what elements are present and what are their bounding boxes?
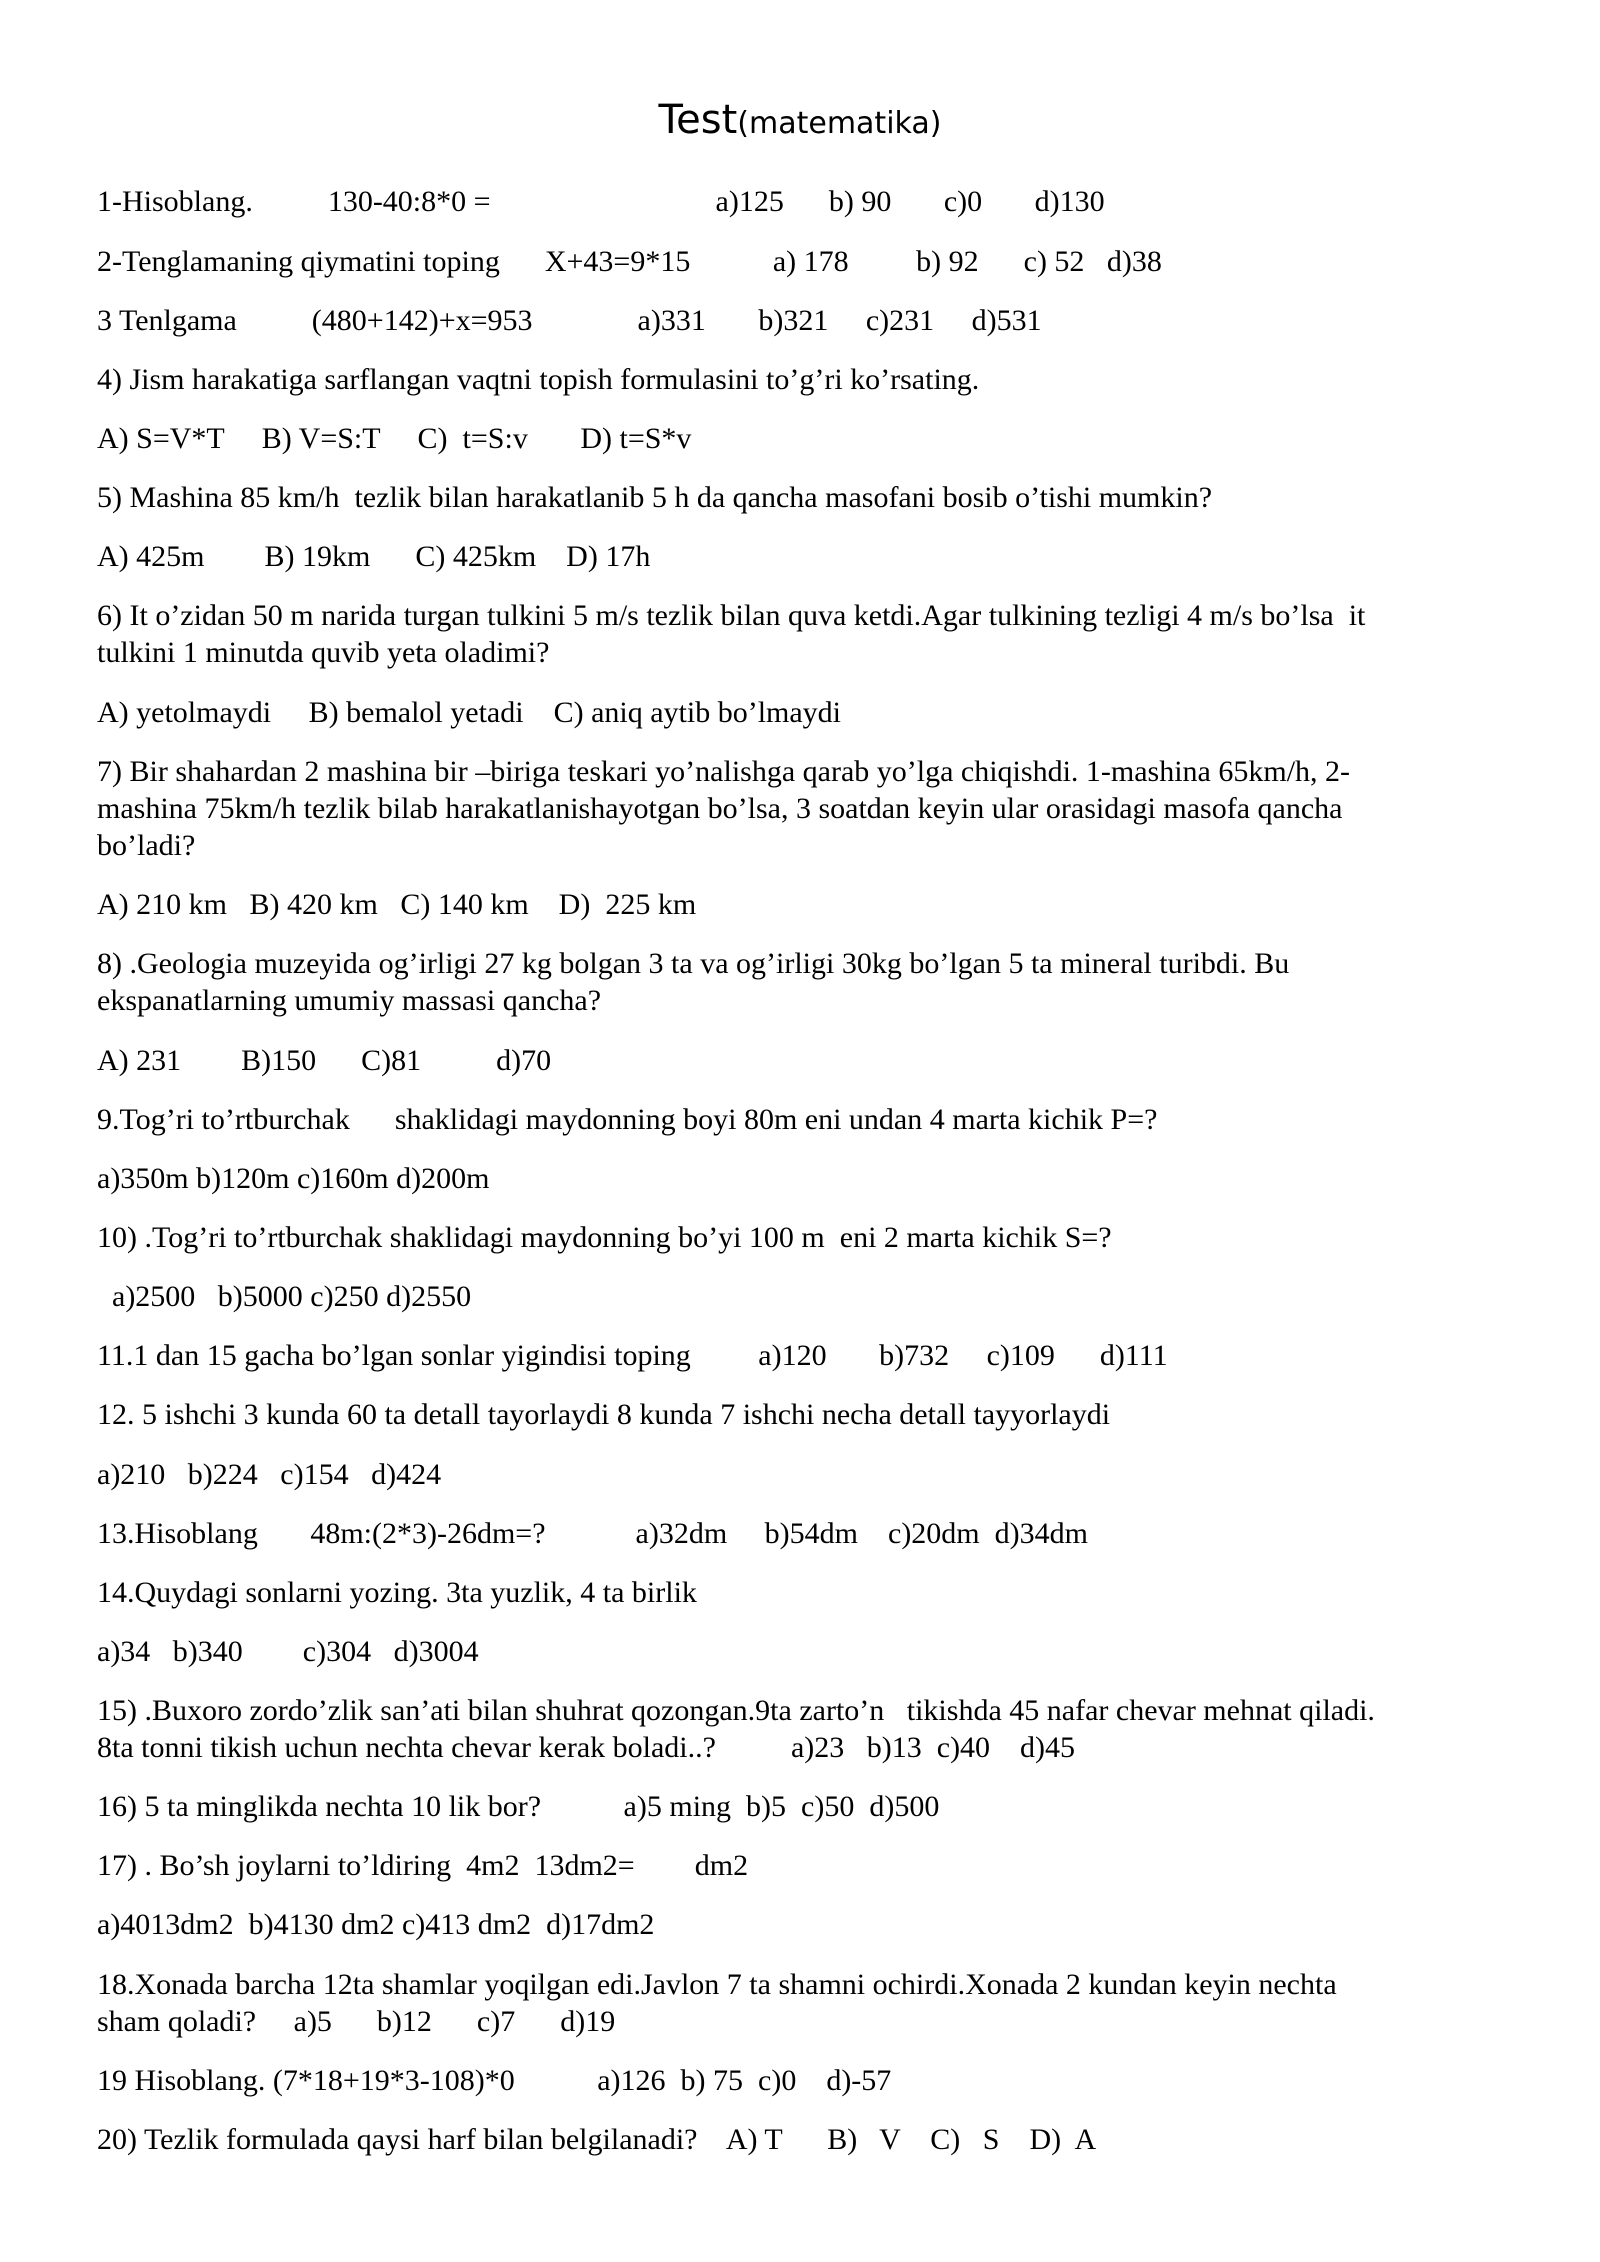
q7-line-3: bo’ladi? bbox=[97, 829, 196, 862]
q1-line: 1-Hisoblang. 130-40:8*0 = a)125 b) 90 c)0 d)130 bbox=[97, 185, 1105, 218]
q6-answers: A) yetolmaydi B) bemalol yetadi C) aniq aytib bo’lmaydi bbox=[97, 696, 842, 729]
q17-answers: a)4013dm2 b)4130 dm2 c)413 dm2 d)17dm2 bbox=[97, 1908, 655, 1941]
q17-line: 17) . Bo’sh joylarni to’ldiring 4m2 13dm2= dm2 bbox=[97, 1849, 749, 1882]
q7-answers: A) 210 km B) 420 km C) 140 km D) 225 km bbox=[97, 888, 697, 921]
q11-line: 11.1 dan 15 gacha bo’lgan sonlar yigindisi toping a)120 b)732 c)109 d)111 bbox=[97, 1339, 1168, 1372]
q8-line-1: 8) .Geologia muzeyida og’irligi 27 kg bolgan 3 ta va og’irligi 30kg bo’lgan 5 ta mineral turibdi. Bu bbox=[97, 947, 1290, 980]
q10-line: 10) .Tog’ri to’rtburchak shaklidagi maydonning bo’yi 100 m eni 2 marta kichik S=? bbox=[97, 1221, 1112, 1254]
q13-line: 13.Hisoblang 48m:(2*3)-26dm=? a)32dm b)54dm c)20dm d)34dm bbox=[97, 1517, 1088, 1550]
q15-line-1: 15) .Buxoro zordo’zlik san’ati bilan shuhrat qozongan.9ta zarto’n tikishda 45 nafar chevar mehnat qiladi. bbox=[97, 1694, 1375, 1727]
q3-line: 3 Tenlgama (480+142)+x=953 a)331 b)321 c)231 d)531 bbox=[97, 304, 1042, 337]
q8-line-2: ekspanatlarning umumiy massasi qancha? bbox=[97, 984, 602, 1017]
q15-line-2: 8ta tonni tikish uchun nechta chevar kerak boladi..? a)23 b)13 c)40 d)45 bbox=[97, 1731, 1076, 1764]
q18-line-2: sham qoladi? a)5 b)12 c)7 d)19 bbox=[97, 2005, 616, 2038]
q14-line: 14.Quydagi sonlarni yozing. 3ta yuzlik, 4 ta birlik bbox=[97, 1576, 697, 1609]
q4-line: 4) Jism harakatiga sarflangan vaqtni topish formulasini to’g’ri ko’rsating. bbox=[97, 363, 980, 396]
q20-line: 20) Tezlik formulada qaysi harf bilan belgilanadi? A) T B) V C) S D) A bbox=[97, 2123, 1097, 2156]
q9-line: 9.Tog’ri to’rtburchak shaklidagi maydonning boyi 80m eni undan 4 marta kichik P=? bbox=[97, 1103, 1158, 1136]
q7-line-2: mashina 75km/h tezlik bilab harakatlanishayotgan bo’lsa, 3 soatdan keyin ular orasidagi masofa qancha bbox=[97, 792, 1343, 825]
page-title bbox=[0, 97, 1600, 144]
q5-line: 5) Mashina 85 km/h tezlik bilan harakatlanib 5 h da qancha masofani bosib o’tishi mumkin? bbox=[97, 481, 1213, 514]
q12-answers: a)210 b)224 c)154 d)424 bbox=[97, 1458, 442, 1491]
q19-line: 19 Hisoblang. (7*18+19*3-108)*0 a)126 b) 75 c)0 d)-57 bbox=[97, 2064, 892, 2097]
title-main: Test bbox=[658, 97, 738, 143]
q2-line: 2-Tenglamaning qiymatini toping X+43=9*15 a) 178 b) 92 c) 52 d)38 bbox=[97, 245, 1162, 278]
q14-answers: a)34 b)340 c)304 d)3004 bbox=[97, 1635, 479, 1668]
q6-line-2: tulkini 1 minutda quvib yeta oladimi? bbox=[97, 636, 550, 669]
q7-line-1: 7) Bir shahardan 2 mashina bir –biriga teskari yo’nalishga qarab yo’lga chiqishdi. 1-mashina 65km/h, 2- bbox=[97, 755, 1351, 788]
q6-line-1: 6) It o’zidan 50 m narida turgan tulkini 5 m/s tezlik bilan quva ketdi.Agar tulkining tezligi 4 m/s bo’lsa it bbox=[97, 599, 1366, 632]
q4-answers: A) S=V*T B) V=S:T C) t=S:v D) t=S*v bbox=[97, 422, 692, 455]
q18-line-1: 18.Xonada barcha 12ta shamlar yoqilgan edi.Javlon 7 ta shamni ochirdi.Xonada 2 kundan keyin nechta bbox=[97, 1968, 1337, 2001]
q5-answers: A) 425m B) 19km C) 425km D) 17h bbox=[97, 540, 651, 573]
q16-line: 16) 5 ta minglikda nechta 10 lik bor? a)5 ming b)5 c)50 d)500 bbox=[97, 1790, 940, 1823]
title-sub: (matematika) bbox=[737, 106, 942, 141]
q8-answers: A) 231 B)150 C)81 d)70 bbox=[97, 1044, 552, 1077]
q10-answers: a)2500 b)5000 c)250 d)2550 bbox=[97, 1280, 472, 1313]
q9-answers: a)350m b)120m c)160m d)200m bbox=[97, 1162, 490, 1195]
q12-line: 12. 5 ishchi 3 kunda 60 ta detall tayorlaydi 8 kunda 7 ishchi necha detall tayyorlaydi bbox=[97, 1398, 1111, 1431]
